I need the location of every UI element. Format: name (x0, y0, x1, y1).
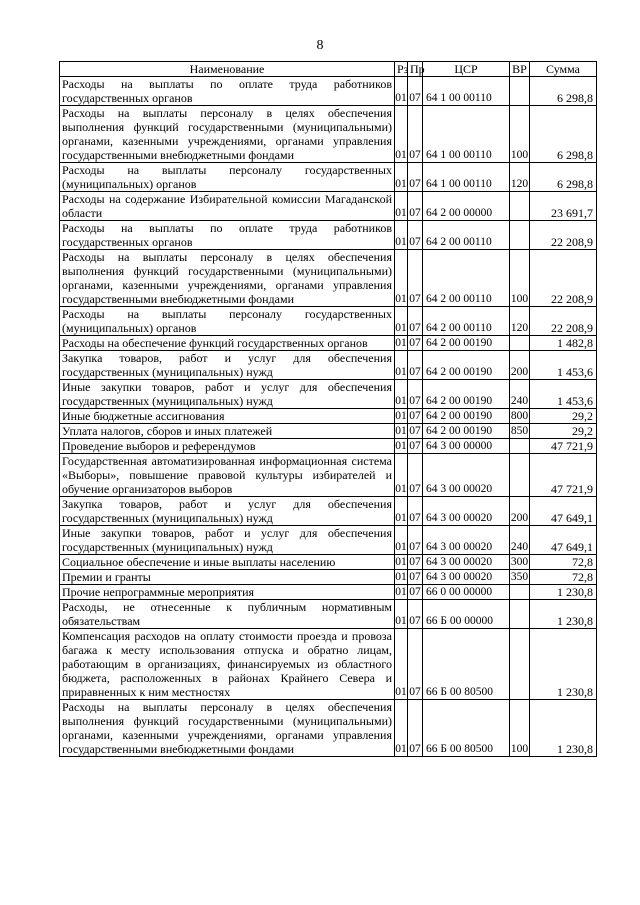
cell-rz: 01 (395, 307, 408, 336)
cell-rz: 01 (395, 410, 407, 422)
table-row (60, 526, 597, 555)
table-row (60, 700, 597, 757)
cell-vr: 300 (510, 556, 529, 568)
table-row (60, 570, 597, 585)
cell-sum: 23 691,7 (530, 192, 597, 221)
header-name: Наименование (60, 62, 395, 77)
cell-csr: 64 3 00 00020 (423, 497, 510, 526)
cell-name: Расходы на выплаты персоналу в целях обеспечения выполнения функций государственными (муниципальными) органами, казенными учреждениями, органами управления государственными внебюджетными фондами (60, 250, 395, 307)
cell-rz: 01 (395, 571, 407, 583)
cell-sum: 47 649,1 (530, 526, 597, 555)
cell-rz: 01 (395, 192, 408, 221)
cell-pr: 07 (409, 440, 421, 452)
cell-name: Расходы на обеспечение функций государственных органов (60, 336, 395, 351)
cell-csr: 66 Б 00 80500 (423, 629, 510, 700)
cell-pr: 07 (408, 163, 423, 192)
cell-vr: 350 (510, 571, 529, 583)
table-row (60, 380, 597, 409)
cell-vr: 120 (510, 163, 530, 192)
table-row (60, 409, 597, 424)
table-row (60, 454, 597, 497)
cell-name: Расходы на выплаты персоналу государственных (муниципальных) органов (60, 163, 395, 192)
cell-name: Социальное обеспечение и иные выплаты населению (60, 555, 395, 570)
cell-vr: 240 (510, 380, 530, 409)
cell-sum: 1 230,8 (530, 700, 597, 757)
cell-csr: 64 3 00 00000 (423, 439, 510, 454)
cell-name: Премии и гранты (60, 570, 395, 585)
cell-rz: 01 (395, 440, 407, 452)
cell-rz: 01 (395, 454, 408, 497)
page-number: 8 (316, 38, 324, 53)
cell-name: Расходы на выплаты по оплате труда работников государственных органов (60, 77, 395, 106)
cell-csr: 64 2 00 00190 (423, 409, 510, 424)
cell-csr: 64 2 00 00110 (423, 307, 510, 336)
cell-sum: 6 298,8 (530, 163, 597, 192)
cell-vr: 200 (510, 351, 530, 380)
table-row (60, 192, 597, 221)
cell-pr: 07 (409, 571, 421, 583)
cell-name: Проведение выборов и референдумов (60, 439, 395, 454)
cell-pr: 07 (409, 425, 421, 437)
cell-rz: 01 (395, 77, 408, 106)
table-row (60, 497, 597, 526)
cell-vr (510, 77, 530, 106)
cell-pr: 07 (408, 77, 423, 106)
cell-name: Государственная автоматизированная информационная система «Выборы», повышение правовой культуры избирателей и обучение организаторов выборов (60, 454, 395, 497)
cell-name: Расходы на выплаты персоналу государственных (муниципальных) органов (60, 307, 395, 336)
table-row (60, 106, 597, 163)
cell-pr: 07 (408, 106, 423, 163)
cell-vr: 100 (510, 700, 530, 757)
cell-csr: 64 3 00 00020 (423, 570, 510, 585)
budget-table (59, 61, 597, 757)
cell-sum: 47 649,1 (530, 497, 597, 526)
table-row (60, 424, 597, 439)
cell-vr (510, 439, 530, 454)
cell-vr: 850 (510, 425, 529, 437)
cell-pr: 07 (409, 556, 421, 568)
cell-sum: 47 721,9 (530, 439, 597, 454)
cell-sum: 1 453,6 (530, 380, 597, 409)
cell-name: Расходы на выплаты персоналу в целях обеспечения выполнения функций государственными (муниципальными) органами, казенными учреждениями, органами управления государственными внебюджетными фондами (60, 106, 395, 163)
cell-rz: 01 (395, 351, 408, 380)
cell-sum: 47 721,9 (530, 454, 597, 497)
cell-rz: 01 (395, 380, 408, 409)
cell-name: Закупка товаров, работ и услуг для обеспечения государственных (муниципальных) нужд (60, 497, 395, 526)
cell-csr: 64 3 00 00020 (423, 555, 510, 570)
cell-pr: 07 (408, 221, 423, 250)
cell-csr: 64 2 00 00000 (423, 192, 510, 221)
cell-pr: 07 (408, 629, 423, 700)
cell-csr: 64 2 00 00190 (423, 424, 510, 439)
cell-vr: 100 (510, 250, 530, 307)
header-rz: Рз (395, 62, 408, 77)
cell-rz: 01 (395, 221, 408, 250)
cell-pr: 07 (408, 600, 423, 629)
cell-name: Расходы на выплаты персоналу в целях обеспечения выполнения функций государственными (муниципальными) органами, казенными учреждениями, органами управления государственными внебюджетными фондами (60, 700, 395, 757)
table-header-row (60, 62, 597, 77)
table-row (60, 600, 597, 629)
table-row (60, 555, 597, 570)
cell-sum: 29,2 (530, 409, 597, 424)
table-row (60, 585, 597, 600)
cell-rz: 01 (395, 163, 408, 192)
cell-name: Расходы на содержание Избирательной комиссии Магаданской области (60, 192, 395, 221)
cell-pr: 07 (408, 526, 423, 555)
cell-vr (510, 629, 530, 700)
table-row (60, 439, 597, 454)
table-row (60, 163, 597, 192)
cell-vr (510, 221, 530, 250)
cell-pr: 07 (408, 454, 423, 497)
header-sum: Сумма (530, 62, 597, 77)
cell-rz: 01 (395, 425, 407, 437)
cell-rz: 01 (395, 106, 408, 163)
cell-csr: 64 2 00 00110 (423, 250, 510, 307)
cell-sum: 1 230,8 (530, 600, 597, 629)
cell-pr: 07 (409, 410, 421, 422)
cell-name: Компенсация расходов на оплату стоимости проезда и провоза багажа к месту использования отпуска и обратно лицам, работающим в организациях, финансируемых из областного бюджета, расположенных в районах Крайнего Севера и приравненных к ним местностях (60, 629, 395, 700)
cell-csr: 64 2 00 00110 (423, 221, 510, 250)
cell-csr: 66 0 00 00000 (423, 585, 510, 600)
cell-sum: 1 482,8 (530, 336, 597, 351)
cell-rz: 01 (395, 629, 408, 700)
cell-csr: 64 3 00 00020 (423, 454, 510, 497)
table-row (60, 336, 597, 351)
cell-vr (510, 336, 530, 351)
cell-vr (510, 454, 530, 497)
cell-sum: 1 453,6 (530, 351, 597, 380)
cell-name: Расходы, не отнесенные к публичным нормативным обязательствам (60, 600, 395, 629)
cell-csr: 64 2 00 00190 (423, 336, 510, 351)
cell-name: Закупка товаров, работ и услуг для обеспечения государственных (муниципальных) нужд (60, 351, 395, 380)
cell-vr: 200 (510, 497, 530, 526)
table-row (60, 629, 597, 700)
cell-pr: 07 (408, 250, 423, 307)
cell-sum: 6 298,8 (530, 77, 597, 106)
cell-vr (510, 600, 530, 629)
cell-rz: 01 (395, 337, 407, 349)
cell-rz: 01 (395, 700, 408, 757)
cell-pr: 07 (408, 380, 423, 409)
cell-rz: 01 (395, 497, 408, 526)
cell-pr: 07 (408, 192, 423, 221)
table-row (60, 221, 597, 250)
cell-name: Расходы на выплаты по оплате труда работников государственных органов (60, 221, 395, 250)
cell-pr: 07 (408, 700, 423, 757)
cell-sum: 29,2 (530, 424, 597, 439)
cell-vr (510, 192, 530, 221)
cell-sum: 6 298,8 (530, 106, 597, 163)
cell-csr: 64 1 00 00110 (423, 106, 510, 163)
cell-name: Иные бюджетные ассигнования (60, 409, 395, 424)
cell-name: Прочие непрограммные мероприятия (60, 585, 395, 600)
cell-rz: 01 (395, 556, 407, 568)
cell-sum: 1 230,8 (530, 585, 597, 600)
cell-sum: 72,8 (530, 555, 597, 570)
cell-csr: 64 1 00 00110 (423, 77, 510, 106)
cell-csr: 64 2 00 00190 (423, 351, 510, 380)
table-row (60, 307, 597, 336)
cell-rz: 01 (395, 586, 407, 598)
cell-rz: 01 (395, 250, 408, 307)
cell-name: Иные закупки товаров, работ и услуг для обеспечения государственных (муниципальных) нужд (60, 526, 395, 555)
cell-pr: 07 (409, 337, 421, 349)
cell-pr: 07 (408, 351, 423, 380)
table-row (60, 351, 597, 380)
cell-sum: 22 208,9 (530, 307, 597, 336)
header-csr: ЦСР (423, 62, 510, 77)
cell-name: Уплата налогов, сборов и иных платежей (60, 424, 395, 439)
cell-csr: 66 Б 00 00000 (423, 600, 510, 629)
header-pr: Пр (408, 62, 423, 77)
cell-rz: 01 (395, 526, 408, 555)
header-vr: ВР (510, 62, 530, 77)
cell-vr: 800 (510, 410, 529, 422)
cell-vr: 240 (510, 526, 530, 555)
cell-csr: 66 Б 00 80500 (423, 700, 510, 757)
table-row (60, 77, 597, 106)
cell-vr: 120 (510, 307, 530, 336)
cell-pr: 07 (409, 586, 421, 598)
cell-rz: 01 (395, 600, 408, 629)
cell-vr (510, 585, 530, 600)
cell-pr: 07 (408, 307, 423, 336)
cell-sum: 22 208,9 (530, 221, 597, 250)
cell-csr: 64 3 00 00020 (423, 526, 510, 555)
cell-sum: 1 230,8 (530, 629, 597, 700)
table-row (60, 250, 597, 307)
cell-name: Иные закупки товаров, работ и услуг для обеспечения государственных (муниципальных) нужд (60, 380, 395, 409)
cell-vr: 100 (510, 106, 530, 163)
cell-sum: 22 208,9 (530, 250, 597, 307)
cell-csr: 64 1 00 00110 (423, 163, 510, 192)
cell-pr: 07 (408, 497, 423, 526)
cell-csr: 64 2 00 00190 (423, 380, 510, 409)
cell-sum: 72,8 (530, 570, 597, 585)
